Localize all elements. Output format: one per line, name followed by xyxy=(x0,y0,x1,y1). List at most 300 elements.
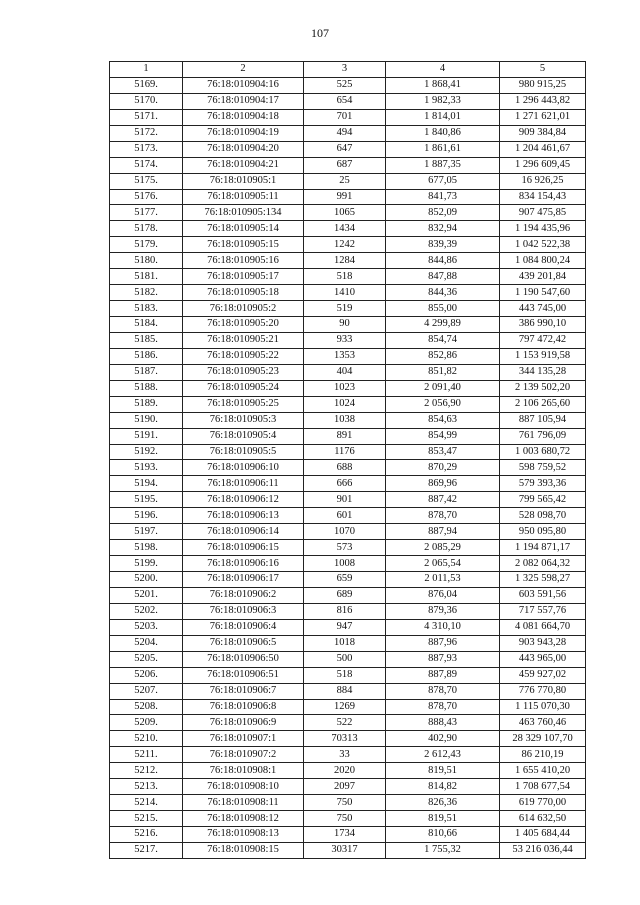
cadastral-value-cell: 53 216 036,44 xyxy=(500,842,586,858)
area-cell: 1242 xyxy=(304,237,386,253)
row-number-cell: 5216. xyxy=(110,827,183,843)
table-row xyxy=(110,715,586,731)
cadastral-value-cell: 16 926,25 xyxy=(500,173,586,189)
cadastral-number-cell: 76:18:010906:12 xyxy=(183,492,304,508)
area-cell: 522 xyxy=(304,715,386,731)
table-row xyxy=(110,428,586,444)
cadastral-number-cell: 76:18:010905:11 xyxy=(183,189,304,205)
area-cell: 573 xyxy=(304,540,386,556)
row-number-cell: 5186. xyxy=(110,348,183,364)
table-row xyxy=(110,683,586,699)
area-cell: 688 xyxy=(304,460,386,476)
specific-value-cell: 851,82 xyxy=(386,364,500,380)
row-number-cell: 5204. xyxy=(110,635,183,651)
cadastral-number-cell: 76:18:010905:20 xyxy=(183,317,304,333)
specific-value-cell: 887,93 xyxy=(386,651,500,667)
table-row xyxy=(110,811,586,827)
row-number-cell: 5170. xyxy=(110,93,183,109)
specific-value-cell: 852,86 xyxy=(386,348,500,364)
specific-value-cell: 879,36 xyxy=(386,603,500,619)
row-number-cell: 5183. xyxy=(110,301,183,317)
specific-value-cell: 841,73 xyxy=(386,189,500,205)
cadastral-number-cell: 76:18:010906:8 xyxy=(183,699,304,715)
area-cell: 519 xyxy=(304,301,386,317)
row-number-cell: 5174. xyxy=(110,157,183,173)
row-number-cell: 5195. xyxy=(110,492,183,508)
specific-value-cell: 869,96 xyxy=(386,476,500,492)
cadastral-number-cell: 76:18:010905:17 xyxy=(183,269,304,285)
table-row xyxy=(110,572,586,588)
table-row xyxy=(110,460,586,476)
table-row xyxy=(110,396,586,412)
row-number-cell: 5199. xyxy=(110,556,183,572)
table-row xyxy=(110,827,586,843)
area-cell: 33 xyxy=(304,747,386,763)
specific-value-cell: 4 299,89 xyxy=(386,317,500,333)
cadastral-number-cell: 76:18:010904:21 xyxy=(183,157,304,173)
column-header-1: 1 xyxy=(110,62,183,78)
table-row xyxy=(110,189,586,205)
cadastral-number-cell: 76:18:010907:2 xyxy=(183,747,304,763)
cadastral-value-cell: 834 154,43 xyxy=(500,189,586,205)
specific-value-cell: 1 887,35 xyxy=(386,157,500,173)
cadastral-number-cell: 76:18:010906:10 xyxy=(183,460,304,476)
table-row xyxy=(110,332,586,348)
cadastral-value-cell: 1 194 871,17 xyxy=(500,540,586,556)
area-cell: 500 xyxy=(304,651,386,667)
specific-value-cell: 888,43 xyxy=(386,715,500,731)
cadastral-value-cell: 528 098,70 xyxy=(500,508,586,524)
cadastral-number-cell: 76:18:010908:11 xyxy=(183,795,304,811)
table-row xyxy=(110,492,586,508)
cadastral-value-cell: 439 201,84 xyxy=(500,269,586,285)
table-row xyxy=(110,556,586,572)
cadastral-value-cell: 1 084 800,24 xyxy=(500,253,586,269)
row-number-cell: 5205. xyxy=(110,651,183,667)
cadastral-value-cell: 463 760,46 xyxy=(500,715,586,731)
cadastral-number-cell: 76:18:010908:13 xyxy=(183,827,304,843)
cadastral-value-cell: 1 003 680,72 xyxy=(500,444,586,460)
area-cell: 518 xyxy=(304,667,386,683)
cadastral-number-cell: 76:18:010905:3 xyxy=(183,412,304,428)
specific-value-cell: 854,74 xyxy=(386,332,500,348)
cadastral-value-cell: 86 210,19 xyxy=(500,747,586,763)
specific-value-cell: 844,86 xyxy=(386,253,500,269)
cadastral-value-cell: 598 759,52 xyxy=(500,460,586,476)
cadastral-number-cell: 76:18:010905:18 xyxy=(183,285,304,301)
row-number-cell: 5196. xyxy=(110,508,183,524)
specific-value-cell: 2 612,43 xyxy=(386,747,500,763)
row-number-cell: 5193. xyxy=(110,460,183,476)
table-row xyxy=(110,77,586,93)
cadastral-number-cell: 76:18:010904:20 xyxy=(183,141,304,157)
cadastral-number-cell: 76:18:010906:4 xyxy=(183,619,304,635)
area-cell: 1018 xyxy=(304,635,386,651)
cadastral-number-cell: 76:18:010904:16 xyxy=(183,77,304,93)
cadastral-value-cell: 907 475,85 xyxy=(500,205,586,221)
area-cell: 2097 xyxy=(304,779,386,795)
cadastral-value-cell: 1 115 070,30 xyxy=(500,699,586,715)
specific-value-cell: 878,70 xyxy=(386,683,500,699)
cadastral-number-cell: 76:18:010907:1 xyxy=(183,731,304,747)
cadastral-number-cell: 76:18:010905:25 xyxy=(183,396,304,412)
column-header-5: 5 xyxy=(500,62,586,78)
cadastral-value-cell: 614 632,50 xyxy=(500,811,586,827)
specific-value-cell: 855,00 xyxy=(386,301,500,317)
table-row xyxy=(110,795,586,811)
cadastral-number-cell: 76:18:010906:51 xyxy=(183,667,304,683)
area-cell: 687 xyxy=(304,157,386,173)
cadastral-number-cell: 76:18:010908:1 xyxy=(183,763,304,779)
cadastral-number-cell: 76:18:010906:5 xyxy=(183,635,304,651)
row-number-cell: 5210. xyxy=(110,731,183,747)
cadastral-value-cell: 443 965,00 xyxy=(500,651,586,667)
cadastral-value-cell: 2 139 502,20 xyxy=(500,380,586,396)
area-cell: 947 xyxy=(304,619,386,635)
row-number-cell: 5187. xyxy=(110,364,183,380)
row-number-cell: 5208. xyxy=(110,699,183,715)
specific-value-cell: 2 085,29 xyxy=(386,540,500,556)
table-row xyxy=(110,603,586,619)
cadastral-number-cell: 76:18:010905:4 xyxy=(183,428,304,444)
row-number-cell: 5179. xyxy=(110,237,183,253)
table-row xyxy=(110,109,586,125)
cadastral-value-cell: 717 557,76 xyxy=(500,603,586,619)
cadastral-number-cell: 76:18:010906:17 xyxy=(183,572,304,588)
table-row xyxy=(110,157,586,173)
table-row xyxy=(110,412,586,428)
area-cell: 1734 xyxy=(304,827,386,843)
table-row xyxy=(110,301,586,317)
table-row xyxy=(110,587,586,603)
area-cell: 750 xyxy=(304,811,386,827)
row-number-cell: 5209. xyxy=(110,715,183,731)
area-cell: 1070 xyxy=(304,524,386,540)
specific-value-cell: 887,89 xyxy=(386,667,500,683)
cadastral-value-cell: 459 927,02 xyxy=(500,667,586,683)
area-cell: 525 xyxy=(304,77,386,93)
table-row xyxy=(110,317,586,333)
cadastral-number-cell: 76:18:010906:7 xyxy=(183,683,304,699)
cadastral-value-cell: 1 194 435,96 xyxy=(500,221,586,237)
specific-value-cell: 1 982,33 xyxy=(386,93,500,109)
cadastral-value-cell: 1 042 522,38 xyxy=(500,237,586,253)
row-number-cell: 5180. xyxy=(110,253,183,269)
cadastral-number-cell: 76:18:010906:3 xyxy=(183,603,304,619)
specific-value-cell: 854,63 xyxy=(386,412,500,428)
area-cell: 1023 xyxy=(304,380,386,396)
specific-value-cell: 839,39 xyxy=(386,237,500,253)
row-number-cell: 5184. xyxy=(110,317,183,333)
cadastral-number-cell: 76:18:010905:134 xyxy=(183,205,304,221)
row-number-cell: 5175. xyxy=(110,173,183,189)
cadastral-value-cell: 980 915,25 xyxy=(500,77,586,93)
row-number-cell: 5172. xyxy=(110,125,183,141)
area-cell: 701 xyxy=(304,109,386,125)
table-row xyxy=(110,842,586,858)
row-number-cell: 5194. xyxy=(110,476,183,492)
cadastral-number-cell: 76:18:010908:15 xyxy=(183,842,304,858)
row-number-cell: 5202. xyxy=(110,603,183,619)
area-cell: 1008 xyxy=(304,556,386,572)
cadastral-value-cell: 619 770,00 xyxy=(500,795,586,811)
table-row xyxy=(110,93,586,109)
specific-value-cell: 844,36 xyxy=(386,285,500,301)
area-cell: 659 xyxy=(304,572,386,588)
row-number-cell: 5211. xyxy=(110,747,183,763)
row-number-cell: 5206. xyxy=(110,667,183,683)
cadastral-number-cell: 76:18:010906:2 xyxy=(183,587,304,603)
column-header-3: 3 xyxy=(304,62,386,78)
table-header xyxy=(110,62,586,78)
row-number-cell: 5201. xyxy=(110,587,183,603)
cadastral-value-cell: 1 405 684,44 xyxy=(500,827,586,843)
row-number-cell: 5198. xyxy=(110,540,183,556)
specific-value-cell: 1 814,01 xyxy=(386,109,500,125)
cadastral-number-cell: 76:18:010905:21 xyxy=(183,332,304,348)
specific-value-cell: 1 755,32 xyxy=(386,842,500,858)
specific-value-cell: 852,09 xyxy=(386,205,500,221)
specific-value-cell: 1 861,61 xyxy=(386,141,500,157)
cadastral-value-cell: 1 153 919,58 xyxy=(500,348,586,364)
table-row xyxy=(110,380,586,396)
row-number-cell: 5212. xyxy=(110,763,183,779)
area-cell: 1410 xyxy=(304,285,386,301)
row-number-cell: 5188. xyxy=(110,380,183,396)
row-number-cell: 5169. xyxy=(110,77,183,93)
area-cell: 30317 xyxy=(304,842,386,858)
table-row xyxy=(110,747,586,763)
specific-value-cell: 2 056,90 xyxy=(386,396,500,412)
cadastral-number-cell: 76:18:010905:16 xyxy=(183,253,304,269)
cadastral-number-cell: 76:18:010905:22 xyxy=(183,348,304,364)
area-cell: 2020 xyxy=(304,763,386,779)
cadastral-number-cell: 76:18:010905:14 xyxy=(183,221,304,237)
table-row xyxy=(110,508,586,524)
table-row xyxy=(110,125,586,141)
specific-value-cell: 826,36 xyxy=(386,795,500,811)
area-cell: 1038 xyxy=(304,412,386,428)
specific-value-cell: 832,94 xyxy=(386,221,500,237)
row-number-cell: 5177. xyxy=(110,205,183,221)
cadastral-value-cell: 1 296 609,45 xyxy=(500,157,586,173)
row-number-cell: 5176. xyxy=(110,189,183,205)
cadastral-value-cell: 776 770,80 xyxy=(500,683,586,699)
row-number-cell: 5171. xyxy=(110,109,183,125)
cadastral-value-table xyxy=(109,61,586,859)
row-number-cell: 5182. xyxy=(110,285,183,301)
row-number-cell: 5192. xyxy=(110,444,183,460)
specific-value-cell: 847,88 xyxy=(386,269,500,285)
row-number-cell: 5217. xyxy=(110,842,183,858)
table-row xyxy=(110,221,586,237)
row-number-cell: 5178. xyxy=(110,221,183,237)
area-cell: 1176 xyxy=(304,444,386,460)
cadastral-value-cell: 903 943,28 xyxy=(500,635,586,651)
table-body xyxy=(110,77,586,858)
cadastral-number-cell: 76:18:010905:5 xyxy=(183,444,304,460)
area-cell: 933 xyxy=(304,332,386,348)
specific-value-cell: 819,51 xyxy=(386,763,500,779)
table-row xyxy=(110,635,586,651)
specific-value-cell: 854,99 xyxy=(386,428,500,444)
cadastral-number-cell: 76:18:010908:12 xyxy=(183,811,304,827)
area-cell: 518 xyxy=(304,269,386,285)
area-cell: 1065 xyxy=(304,205,386,221)
cadastral-number-cell: 76:18:010905:15 xyxy=(183,237,304,253)
table-row xyxy=(110,731,586,747)
specific-value-cell: 677,05 xyxy=(386,173,500,189)
specific-value-cell: 887,96 xyxy=(386,635,500,651)
cadastral-value-cell: 443 745,00 xyxy=(500,301,586,317)
table-row xyxy=(110,348,586,364)
specific-value-cell: 887,94 xyxy=(386,524,500,540)
cadastral-value-cell: 603 591,56 xyxy=(500,587,586,603)
row-number-cell: 5215. xyxy=(110,811,183,827)
cadastral-value-cell: 909 384,84 xyxy=(500,125,586,141)
cadastral-value-cell: 1 204 461,67 xyxy=(500,141,586,157)
cadastral-number-cell: 76:18:010906:50 xyxy=(183,651,304,667)
cadastral-number-cell: 76:18:010905:1 xyxy=(183,173,304,189)
table-row xyxy=(110,524,586,540)
table-row xyxy=(110,364,586,380)
row-number-cell: 5189. xyxy=(110,396,183,412)
area-cell: 1434 xyxy=(304,221,386,237)
row-number-cell: 5203. xyxy=(110,619,183,635)
cadastral-number-cell: 76:18:010906:14 xyxy=(183,524,304,540)
cadastral-value-cell: 1 708 677,54 xyxy=(500,779,586,795)
table-row xyxy=(110,285,586,301)
row-number-cell: 5185. xyxy=(110,332,183,348)
area-cell: 666 xyxy=(304,476,386,492)
specific-value-cell: 887,42 xyxy=(386,492,500,508)
table-row xyxy=(110,205,586,221)
cadastral-number-cell: 76:18:010906:13 xyxy=(183,508,304,524)
cadastral-value-cell: 386 990,10 xyxy=(500,317,586,333)
page-number: 107 xyxy=(311,26,329,40)
area-cell: 689 xyxy=(304,587,386,603)
area-cell: 1024 xyxy=(304,396,386,412)
cadastral-value-cell: 799 565,42 xyxy=(500,492,586,508)
table-row xyxy=(110,699,586,715)
area-cell: 750 xyxy=(304,795,386,811)
table-row xyxy=(110,651,586,667)
specific-value-cell: 870,29 xyxy=(386,460,500,476)
cadastral-value-cell: 344 135,28 xyxy=(500,364,586,380)
area-cell: 404 xyxy=(304,364,386,380)
cadastral-value-cell: 4 081 664,70 xyxy=(500,619,586,635)
cadastral-value-cell: 2 082 064,32 xyxy=(500,556,586,572)
cadastral-number-cell: 76:18:010905:23 xyxy=(183,364,304,380)
area-cell: 90 xyxy=(304,317,386,333)
table-row xyxy=(110,141,586,157)
specific-value-cell: 2 091,40 xyxy=(386,380,500,396)
specific-value-cell: 814,82 xyxy=(386,779,500,795)
cadastral-number-cell: 76:18:010904:19 xyxy=(183,125,304,141)
specific-value-cell: 878,70 xyxy=(386,699,500,715)
specific-value-cell: 1 868,41 xyxy=(386,77,500,93)
row-number-cell: 5190. xyxy=(110,412,183,428)
specific-value-cell: 2 011,53 xyxy=(386,572,500,588)
cadastral-value-cell: 950 095,80 xyxy=(500,524,586,540)
row-number-cell: 5207. xyxy=(110,683,183,699)
row-number-cell: 5181. xyxy=(110,269,183,285)
area-cell: 601 xyxy=(304,508,386,524)
area-cell: 1269 xyxy=(304,699,386,715)
row-number-cell: 5214. xyxy=(110,795,183,811)
column-header-4: 4 xyxy=(386,62,500,78)
cadastral-value-cell: 1 655 410,20 xyxy=(500,763,586,779)
area-cell: 1353 xyxy=(304,348,386,364)
area-cell: 884 xyxy=(304,683,386,699)
area-cell: 25 xyxy=(304,173,386,189)
table-row xyxy=(110,619,586,635)
cadastral-value-cell: 1 296 443,82 xyxy=(500,93,586,109)
specific-value-cell: 402,90 xyxy=(386,731,500,747)
area-cell: 901 xyxy=(304,492,386,508)
table-row xyxy=(110,173,586,189)
specific-value-cell: 2 065,54 xyxy=(386,556,500,572)
cadastral-value-cell: 1 190 547,60 xyxy=(500,285,586,301)
cadastral-value-cell: 1 271 621,01 xyxy=(500,109,586,125)
cadastral-number-cell: 76:18:010908:10 xyxy=(183,779,304,795)
cadastral-value-cell: 797 472,42 xyxy=(500,332,586,348)
area-cell: 816 xyxy=(304,603,386,619)
cadastral-number-cell: 76:18:010904:18 xyxy=(183,109,304,125)
table-row xyxy=(110,667,586,683)
table-row xyxy=(110,444,586,460)
specific-value-cell: 1 840,86 xyxy=(386,125,500,141)
area-cell: 1284 xyxy=(304,253,386,269)
area-cell: 891 xyxy=(304,428,386,444)
cadastral-value-cell: 887 105,94 xyxy=(500,412,586,428)
row-number-cell: 5200. xyxy=(110,572,183,588)
specific-value-cell: 810,66 xyxy=(386,827,500,843)
cadastral-number-cell: 76:18:010906:11 xyxy=(183,476,304,492)
area-cell: 647 xyxy=(304,141,386,157)
row-number-cell: 5173. xyxy=(110,141,183,157)
row-number-cell: 5197. xyxy=(110,524,183,540)
cadastral-value-cell: 579 393,36 xyxy=(500,476,586,492)
cadastral-value-cell: 2 106 265,60 xyxy=(500,396,586,412)
cadastral-number-cell: 76:18:010905:24 xyxy=(183,380,304,396)
cadastral-value-cell: 761 796,09 xyxy=(500,428,586,444)
area-cell: 70313 xyxy=(304,731,386,747)
table-row xyxy=(110,476,586,492)
specific-value-cell: 878,70 xyxy=(386,508,500,524)
cadastral-number-cell: 76:18:010906:15 xyxy=(183,540,304,556)
column-header-2: 2 xyxy=(183,62,304,78)
cadastral-value-cell: 28 329 107,70 xyxy=(500,731,586,747)
row-number-cell: 5191. xyxy=(110,428,183,444)
table-row xyxy=(110,779,586,795)
cadastral-value-cell: 1 325 598,27 xyxy=(500,572,586,588)
specific-value-cell: 853,47 xyxy=(386,444,500,460)
row-number-cell: 5213. xyxy=(110,779,183,795)
table-row xyxy=(110,269,586,285)
specific-value-cell: 4 310,10 xyxy=(386,619,500,635)
cadastral-number-cell: 76:18:010906:16 xyxy=(183,556,304,572)
cadastral-number-cell: 76:18:010904:17 xyxy=(183,93,304,109)
table-row xyxy=(110,253,586,269)
area-cell: 494 xyxy=(304,125,386,141)
header-row xyxy=(110,62,586,78)
cadastral-number-cell: 76:18:010905:2 xyxy=(183,301,304,317)
area-cell: 654 xyxy=(304,93,386,109)
cadastral-number-cell: 76:18:010906:9 xyxy=(183,715,304,731)
table-row xyxy=(110,540,586,556)
specific-value-cell: 876,04 xyxy=(386,587,500,603)
